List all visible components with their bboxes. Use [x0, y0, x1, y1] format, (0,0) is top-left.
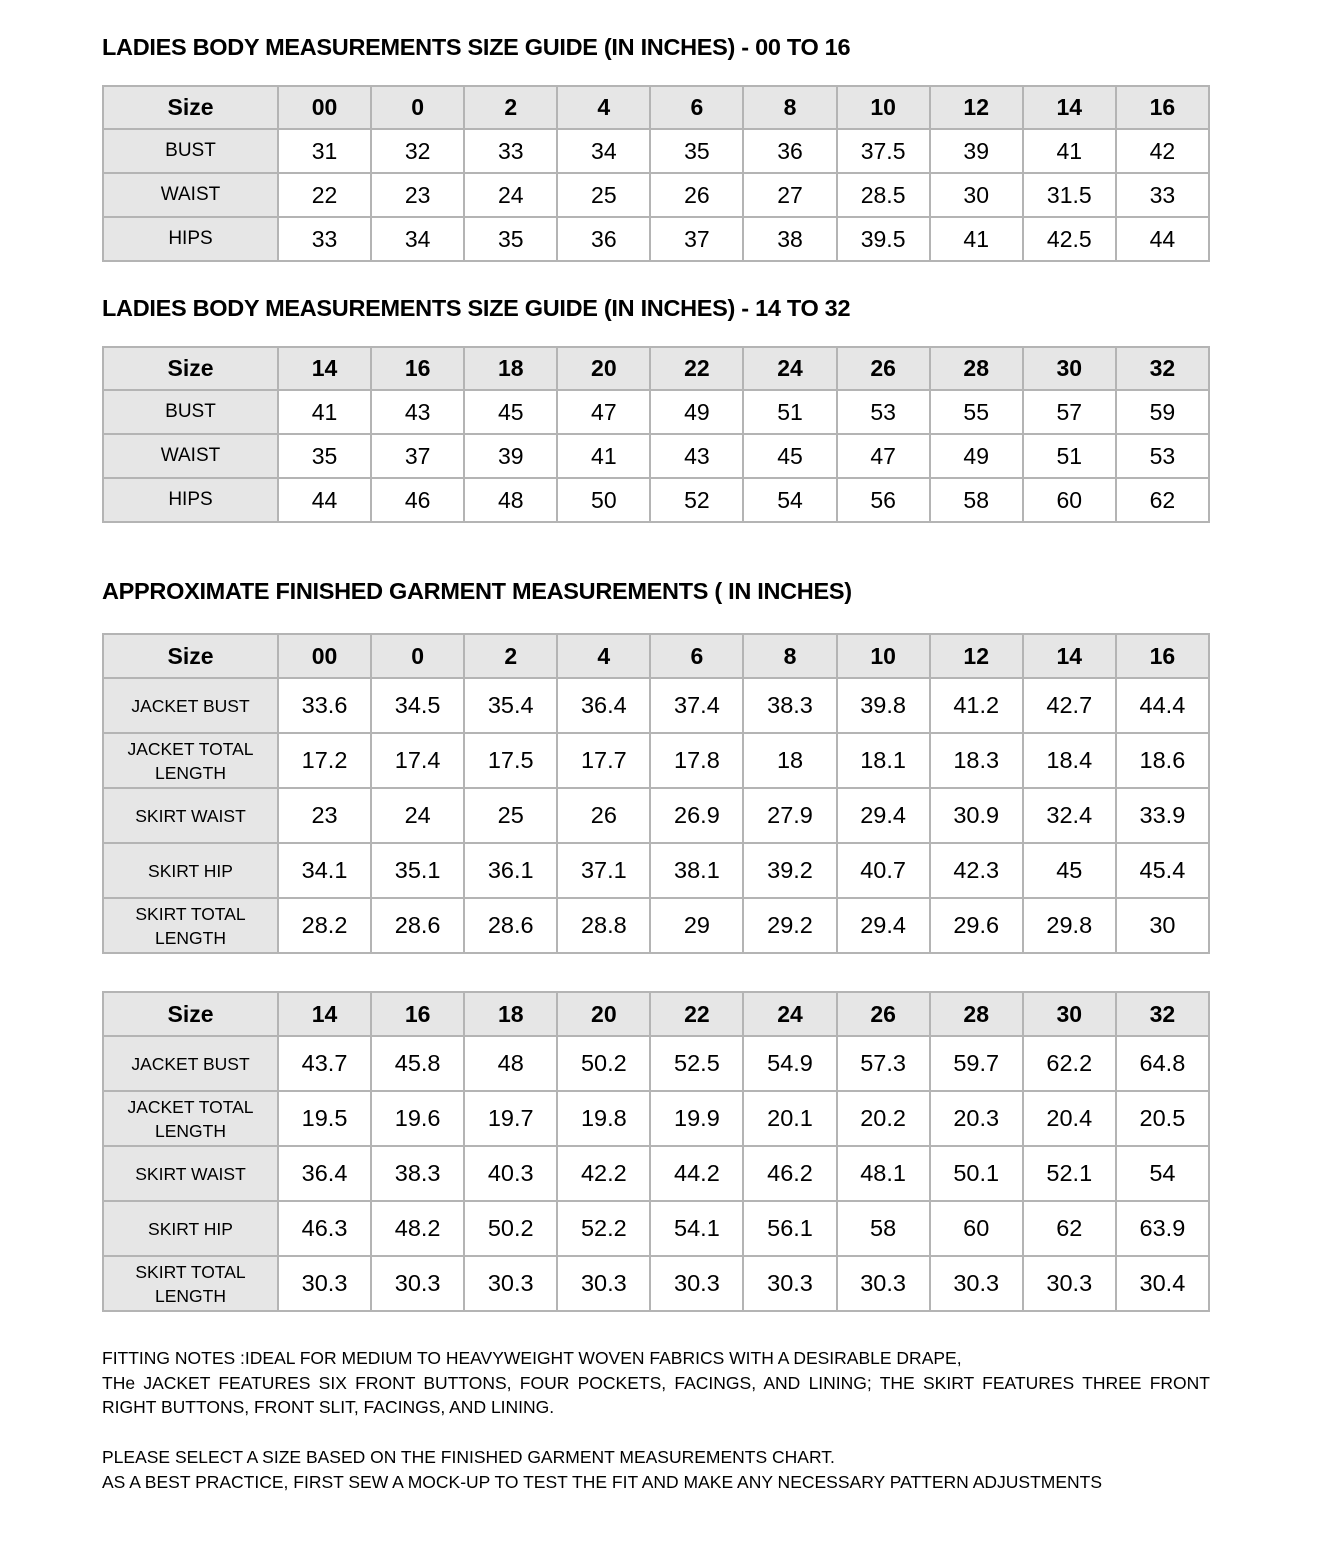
measurement-value: 25: [464, 788, 557, 843]
measurement-value: 41: [930, 217, 1023, 261]
size-column-header: 0: [371, 86, 464, 129]
measurement-label: JACKET BUST: [103, 678, 278, 733]
size-column-header: 4: [557, 634, 650, 678]
measurement-value: 63.9: [1116, 1201, 1209, 1256]
size-column-header: 10: [837, 634, 930, 678]
measurement-value: 60: [1023, 478, 1116, 522]
measurement-value: 20.1: [743, 1091, 836, 1146]
size-column-header: 16: [371, 992, 464, 1036]
measurement-value: 30: [930, 173, 1023, 217]
measurement-value: 57.3: [837, 1036, 930, 1091]
measurement-value: 44: [1116, 217, 1209, 261]
measurement-value: 30.3: [743, 1256, 836, 1311]
measurement-value: 45: [1023, 843, 1116, 898]
measurement-value: 38.1: [650, 843, 743, 898]
measurement-value: 30: [1116, 898, 1209, 953]
measurement-value: 40.7: [837, 843, 930, 898]
measurement-value: 62: [1116, 478, 1209, 522]
measurement-value: 41: [278, 390, 371, 434]
measurement-value: 30.3: [837, 1256, 930, 1311]
size-column-header: 14: [1023, 634, 1116, 678]
size-column-header: 14: [278, 347, 371, 390]
size-column-header: 30: [1023, 347, 1116, 390]
size-column-header: 4: [557, 86, 650, 129]
measurement-value: 29.8: [1023, 898, 1116, 953]
size-column-header: 6: [650, 86, 743, 129]
size-column-header: 30: [1023, 992, 1116, 1036]
measurement-label: WAIST: [103, 173, 278, 217]
measurement-value: 36: [557, 217, 650, 261]
size-header-label: Size: [103, 992, 278, 1036]
table-row: [103, 843, 1209, 898]
measurement-value: 44: [278, 478, 371, 522]
measurement-value: 43.7: [278, 1036, 371, 1091]
fitting-notes-line-1: FITTING NOTES :IDEAL FOR MEDIUM TO HEAVYWEIGHT WOVEN FABRICS WITH A DESIRABLE DRAPE,: [102, 1348, 962, 1368]
measurement-value: 19.6: [371, 1091, 464, 1146]
measurement-value: 30.3: [371, 1256, 464, 1311]
size-column-header: 8: [743, 86, 836, 129]
measurement-label: SKIRT HIP: [103, 843, 278, 898]
measurement-value: 23: [278, 788, 371, 843]
measurement-value: 45: [743, 434, 836, 478]
measurement-label: JACKET TOTAL LENGTH: [103, 733, 278, 788]
measurement-value: 57: [1023, 390, 1116, 434]
table-row: [103, 678, 1209, 733]
measurement-value: 48: [464, 1036, 557, 1091]
measurement-value: 45.4: [1116, 843, 1209, 898]
measurement-value: 54.1: [650, 1201, 743, 1256]
measurement-label: HIPS: [103, 478, 278, 522]
measurement-label: HIPS: [103, 217, 278, 261]
measurement-value: 50.2: [464, 1201, 557, 1256]
measurement-value: 34.1: [278, 843, 371, 898]
measurement-value: 18.1: [837, 733, 930, 788]
measurement-value: 28.6: [464, 898, 557, 953]
measurement-value: 30.3: [1023, 1256, 1116, 1311]
measurement-value: 18.3: [930, 733, 1023, 788]
measurement-value: 43: [650, 434, 743, 478]
measurement-value: 36: [743, 129, 836, 173]
measurement-value: 17.7: [557, 733, 650, 788]
measurement-value: 52.2: [557, 1201, 650, 1256]
measurement-value: 39.5: [837, 217, 930, 261]
measurement-value: 38.3: [743, 678, 836, 733]
table-row: [103, 434, 1209, 478]
measurement-value: 53: [837, 390, 930, 434]
measurement-value: 46: [371, 478, 464, 522]
measurement-value: 41: [557, 434, 650, 478]
measurement-value: 20.3: [930, 1091, 1023, 1146]
measurement-value: 35.4: [464, 678, 557, 733]
measurement-value: 39: [930, 129, 1023, 173]
measurement-value: 17.2: [278, 733, 371, 788]
measurement-value: 26: [650, 173, 743, 217]
measurement-value: 17.4: [371, 733, 464, 788]
measurement-value: 29.4: [837, 898, 930, 953]
measurement-value: 25: [557, 173, 650, 217]
measurement-value: 56: [837, 478, 930, 522]
table-row: [103, 1146, 1209, 1201]
measurement-value: 18.4: [1023, 733, 1116, 788]
measurement-value: 50.1: [930, 1146, 1023, 1201]
measurement-label: SKIRT WAIST: [103, 1146, 278, 1201]
size-header-row: [103, 634, 1209, 678]
size-column-header: 20: [557, 347, 650, 390]
fitting-notes: [102, 1346, 1210, 1420]
measurement-value: 32.4: [1023, 788, 1116, 843]
measurement-label: JACKET TOTAL LENGTH: [103, 1091, 278, 1146]
size-selection-notes: [102, 1445, 1210, 1494]
size-column-header: 10: [837, 86, 930, 129]
size-column-header: 00: [278, 634, 371, 678]
measurement-value: 37: [371, 434, 464, 478]
measurement-value: 37.4: [650, 678, 743, 733]
measurement-value: 35: [464, 217, 557, 261]
measurement-value: 30.3: [930, 1256, 1023, 1311]
measurement-value: 30.3: [464, 1256, 557, 1311]
measurement-value: 28.2: [278, 898, 371, 953]
measurement-value: 47: [557, 390, 650, 434]
measurement-value: 48.1: [837, 1146, 930, 1201]
measurement-value: 36.1: [464, 843, 557, 898]
measurement-value: 26: [557, 788, 650, 843]
measurement-value: 34: [557, 129, 650, 173]
measurement-value: 22: [278, 173, 371, 217]
table-row: [103, 1256, 1209, 1311]
measurement-value: 18: [743, 733, 836, 788]
size-selection-note: PLEASE SELECT A SIZE BASED ON THE FINISHED GARMENT MEASUREMENTS CHART.: [102, 1447, 835, 1467]
measurement-value: 42.3: [930, 843, 1023, 898]
measurement-value: 62: [1023, 1201, 1116, 1256]
measurement-value: 27: [743, 173, 836, 217]
measurement-value: 32: [371, 129, 464, 173]
measurement-value: 28.8: [557, 898, 650, 953]
measurement-value: 19.8: [557, 1091, 650, 1146]
size-column-header: 32: [1116, 992, 1209, 1036]
measurement-value: 45.8: [371, 1036, 464, 1091]
measurement-value: 24: [371, 788, 464, 843]
size-column-header: 16: [1116, 634, 1209, 678]
fitting-notes-line-2: THe JACKET FEATURES SIX FRONT BUTTONS, FOUR POCKETS, FACINGS, AND LINING; THE SKIRT FEATURES THREE FRONT RIGHT BUTTONS, FRONT SLIT, FACINGS, AND LINING.: [102, 1372, 1210, 1417]
measurement-value: 52.5: [650, 1036, 743, 1091]
measurement-value: 35.1: [371, 843, 464, 898]
measurement-value: 39.8: [837, 678, 930, 733]
measurement-label: SKIRT WAIST: [103, 788, 278, 843]
garment-measurements-table-00-16: [102, 633, 1210, 954]
measurement-value: 37.5: [837, 129, 930, 173]
measurement-value: 51: [1023, 434, 1116, 478]
body-measurements-table-00-16: [102, 85, 1210, 262]
measurement-value: 20.2: [837, 1091, 930, 1146]
measurement-value: 30.9: [930, 788, 1023, 843]
measurement-value: 44.2: [650, 1146, 743, 1201]
measurement-value: 34: [371, 217, 464, 261]
measurement-value: 41.2: [930, 678, 1023, 733]
size-column-header: 24: [743, 347, 836, 390]
measurement-value: 49: [930, 434, 1023, 478]
measurement-value: 42.2: [557, 1146, 650, 1201]
measurement-value: 28.5: [837, 173, 930, 217]
measurement-value: 39.2: [743, 843, 836, 898]
measurement-value: 34.5: [371, 678, 464, 733]
measurement-value: 60: [930, 1201, 1023, 1256]
size-header-row: [103, 992, 1209, 1036]
measurement-value: 54: [743, 478, 836, 522]
measurement-value: 33.9: [1116, 788, 1209, 843]
measurement-value: 38.3: [371, 1146, 464, 1201]
table-row: [103, 1091, 1209, 1146]
measurement-value: 19.9: [650, 1091, 743, 1146]
measurement-label: SKIRT TOTAL LENGTH: [103, 898, 278, 953]
measurement-value: 17.5: [464, 733, 557, 788]
table-row: [103, 173, 1209, 217]
size-column-header: 22: [650, 992, 743, 1036]
measurement-value: 50.2: [557, 1036, 650, 1091]
size-column-header: 22: [650, 347, 743, 390]
measurement-value: 55: [930, 390, 1023, 434]
size-column-header: 6: [650, 634, 743, 678]
measurement-value: 36.4: [557, 678, 650, 733]
measurement-value: 29.2: [743, 898, 836, 953]
measurement-value: 28.6: [371, 898, 464, 953]
size-header-label: Size: [103, 86, 278, 129]
measurement-value: 46.2: [743, 1146, 836, 1201]
measurement-value: 40.3: [464, 1146, 557, 1201]
measurement-value: 42.7: [1023, 678, 1116, 733]
measurement-value: 33.6: [278, 678, 371, 733]
table-row: [103, 898, 1209, 953]
table-row: [103, 478, 1209, 522]
measurement-value: 42: [1116, 129, 1209, 173]
table-row: [103, 1036, 1209, 1091]
garment-measurements-table-14-32: [102, 991, 1210, 1312]
measurement-value: 30.3: [278, 1256, 371, 1311]
measurement-value: 62.2: [1023, 1036, 1116, 1091]
size-column-header: 12: [930, 634, 1023, 678]
size-column-header: 18: [464, 992, 557, 1036]
measurement-value: 35: [278, 434, 371, 478]
measurement-value: 42.5: [1023, 217, 1116, 261]
measurement-label: BUST: [103, 390, 278, 434]
measurement-value: 27.9: [743, 788, 836, 843]
size-header-label: Size: [103, 347, 278, 390]
table-row: [103, 129, 1209, 173]
measurement-value: 20.5: [1116, 1091, 1209, 1146]
measurement-value: 33: [1116, 173, 1209, 217]
measurement-value: 59: [1116, 390, 1209, 434]
size-column-header: 28: [930, 992, 1023, 1036]
size-column-header: 14: [1023, 86, 1116, 129]
size-column-header: 0: [371, 634, 464, 678]
measurement-value: 23: [371, 173, 464, 217]
size-column-header: 8: [743, 634, 836, 678]
measurement-value: 29: [650, 898, 743, 953]
measurement-value: 33: [278, 217, 371, 261]
measurement-value: 17.8: [650, 733, 743, 788]
size-column-header: 26: [837, 992, 930, 1036]
size-column-header: 2: [464, 86, 557, 129]
size-column-header: 18: [464, 347, 557, 390]
measurement-label: SKIRT TOTAL LENGTH: [103, 1256, 278, 1311]
measurement-value: 59.7: [930, 1036, 1023, 1091]
measurement-value: 26.9: [650, 788, 743, 843]
measurement-value: 54.9: [743, 1036, 836, 1091]
size-column-header: 28: [930, 347, 1023, 390]
measurement-value: 18.6: [1116, 733, 1209, 788]
measurement-label: JACKET BUST: [103, 1036, 278, 1091]
measurement-value: 58: [930, 478, 1023, 522]
size-column-header: 26: [837, 347, 930, 390]
best-practice-note: AS A BEST PRACTICE, FIRST SEW A MOCK-UP TO TEST THE FIT AND MAKE ANY NECESSARY PATTERN ADJUSTMENTS: [102, 1471, 1103, 1492]
measurement-value: 47: [837, 434, 930, 478]
measurement-label: BUST: [103, 129, 278, 173]
measurement-value: 64.8: [1116, 1036, 1209, 1091]
section-title-body-00-16: LADIES BODY MEASUREMENTS SIZE GUIDE (IN INCHES) - 00 TO 16: [102, 34, 851, 60]
measurement-value: 19.5: [278, 1091, 371, 1146]
section-title-body-14-32: LADIES BODY MEASUREMENTS SIZE GUIDE (IN INCHES) - 14 TO 32: [102, 295, 851, 321]
measurement-value: 52: [650, 478, 743, 522]
size-column-header: 32: [1116, 347, 1209, 390]
measurement-value: 29.6: [930, 898, 1023, 953]
measurement-value: 58: [837, 1201, 930, 1256]
measurement-value: 44.4: [1116, 678, 1209, 733]
table-row: [103, 217, 1209, 261]
table-row: [103, 390, 1209, 434]
size-column-header: 20: [557, 992, 650, 1036]
measurement-value: 48: [464, 478, 557, 522]
measurement-value: 41: [1023, 129, 1116, 173]
measurement-value: 37: [650, 217, 743, 261]
size-header-row: [103, 347, 1209, 390]
measurement-value: 54: [1116, 1146, 1209, 1201]
measurement-value: 33: [464, 129, 557, 173]
measurement-value: 24: [464, 173, 557, 217]
body-measurements-table-14-32: [102, 346, 1210, 523]
measurement-value: 50: [557, 478, 650, 522]
size-column-header: 00: [278, 86, 371, 129]
measurement-label: SKIRT HIP: [103, 1201, 278, 1256]
measurement-value: 30.3: [557, 1256, 650, 1311]
measurement-value: 20.4: [1023, 1091, 1116, 1146]
size-header-row: [103, 86, 1209, 129]
measurement-label: WAIST: [103, 434, 278, 478]
measurement-value: 49: [650, 390, 743, 434]
measurement-value: 19.7: [464, 1091, 557, 1146]
size-column-header: 14: [278, 992, 371, 1036]
measurement-value: 45: [464, 390, 557, 434]
size-column-header: 2: [464, 634, 557, 678]
measurement-value: 36.4: [278, 1146, 371, 1201]
measurement-value: 35: [650, 129, 743, 173]
section-title-garment: APPROXIMATE FINISHED GARMENT MEASUREMENTS ( IN INCHES): [102, 578, 852, 604]
size-column-header: 16: [371, 347, 464, 390]
measurement-value: 56.1: [743, 1201, 836, 1256]
table-row: [103, 733, 1209, 788]
measurement-value: 30.3: [650, 1256, 743, 1311]
measurement-value: 53: [1116, 434, 1209, 478]
measurement-value: 52.1: [1023, 1146, 1116, 1201]
measurement-value: 38: [743, 217, 836, 261]
size-column-header: 12: [930, 86, 1023, 129]
measurement-value: 48.2: [371, 1201, 464, 1256]
measurement-value: 43: [371, 390, 464, 434]
size-header-label: Size: [103, 634, 278, 678]
measurement-value: 29.4: [837, 788, 930, 843]
size-column-header: 24: [743, 992, 836, 1036]
measurement-value: 31.5: [1023, 173, 1116, 217]
measurement-value: 46.3: [278, 1201, 371, 1256]
measurement-value: 31: [278, 129, 371, 173]
size-column-header: 16: [1116, 86, 1209, 129]
measurement-value: 51: [743, 390, 836, 434]
table-row: [103, 788, 1209, 843]
measurement-value: 30.4: [1116, 1256, 1209, 1311]
table-row: [103, 1201, 1209, 1256]
measurement-value: 39: [464, 434, 557, 478]
measurement-value: 37.1: [557, 843, 650, 898]
